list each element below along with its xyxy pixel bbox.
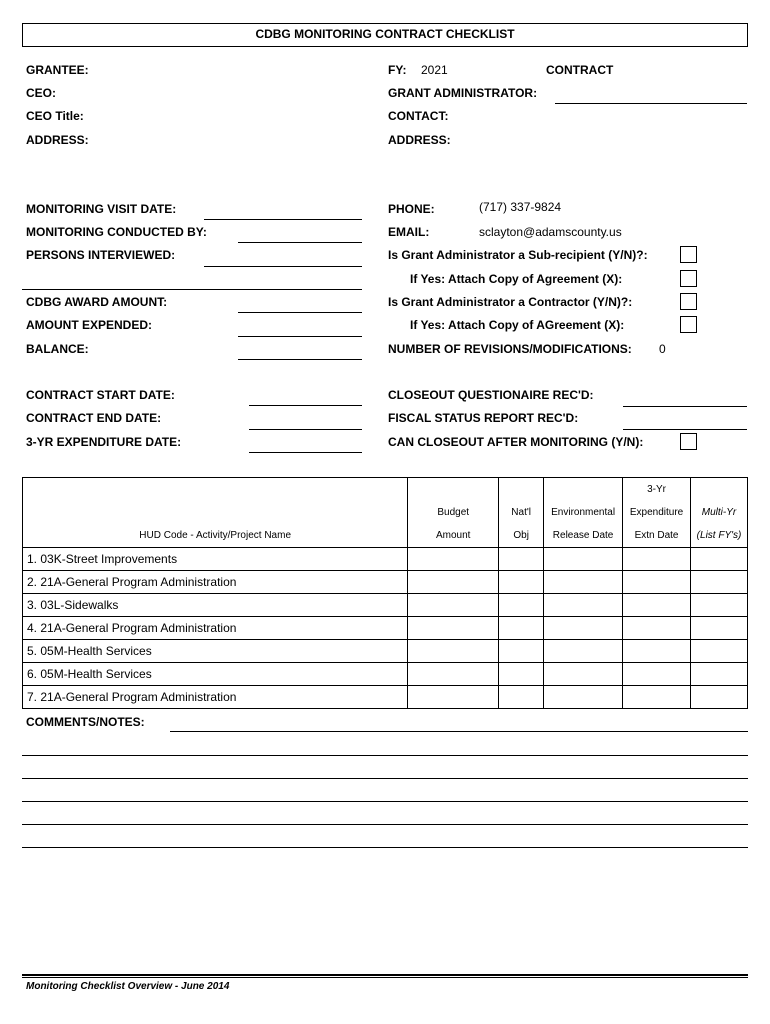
- comments-line[interactable]: [22, 755, 748, 756]
- subrecipient-label: Is Grant Administrator a Sub-recipient (Y/N)?:: [388, 248, 648, 262]
- monitoring-conducted-by-label: MONITORING CONDUCTED BY:: [26, 225, 207, 239]
- persons-interviewed-field-2[interactable]: [22, 289, 362, 290]
- comments-line[interactable]: [22, 801, 748, 802]
- expenditure-cell[interactable]: [623, 617, 691, 640]
- table-row: [23, 686, 748, 709]
- budget-cell[interactable]: [408, 594, 499, 617]
- expenditure-cell[interactable]: [623, 548, 691, 571]
- activity-name: 4. 21A-General Program Administration: [23, 617, 408, 640]
- comments-line[interactable]: [22, 847, 748, 848]
- budget-cell[interactable]: [408, 686, 499, 709]
- can-closeout-checkbox[interactable]: [680, 433, 697, 450]
- environmental-cell[interactable]: [544, 571, 623, 594]
- revisions-value: 0: [659, 342, 666, 356]
- comments-line[interactable]: [22, 824, 748, 825]
- environmental-cell[interactable]: [544, 548, 623, 571]
- phone-value: (717) 337-9824: [479, 200, 562, 214]
- table-row: [23, 571, 748, 594]
- attach-agreement-label: If Yes: Attach Copy of Agreement (X):: [410, 272, 623, 286]
- expenditure-date-label: 3-YR EXPENDITURE DATE:: [26, 435, 182, 449]
- activity-name: 7. 21A-General Program Administration: [23, 686, 408, 709]
- budget-cell[interactable]: [408, 548, 499, 571]
- activity-name: 2. 21A-General Program Administration: [23, 571, 408, 594]
- environmental-cell[interactable]: [544, 686, 623, 709]
- budget-column-header: Budget Amount: [408, 478, 499, 548]
- multi-yr-cell[interactable]: [691, 663, 748, 686]
- table-row: [23, 548, 748, 571]
- expenditure-date-field[interactable]: [249, 452, 362, 453]
- contractor-label: Is Grant Administrator a Contractor (Y/N)?:: [388, 295, 633, 309]
- phone-label: PHONE:: [388, 202, 435, 216]
- table-header-row: [23, 478, 748, 548]
- activity-name: 5. 05M-Health Services: [23, 640, 408, 663]
- email-value: sclayton@adamscounty.us: [479, 225, 622, 239]
- fy-value: 2021: [421, 63, 448, 77]
- monitoring-visit-date-field[interactable]: [204, 219, 362, 220]
- multi-yr-cell[interactable]: [691, 617, 748, 640]
- table-row: [23, 640, 748, 663]
- expenditure-cell[interactable]: [623, 640, 691, 663]
- natl-obj-cell[interactable]: [499, 686, 544, 709]
- grantee-address-label: ADDRESS:: [26, 133, 89, 147]
- multi-yr-cell[interactable]: [691, 571, 748, 594]
- table-row: [23, 663, 748, 686]
- page-title: CDBG MONITORING CONTRACT CHECKLIST: [22, 23, 748, 47]
- footer-divider: [22, 977, 748, 978]
- amount-expended-label: AMOUNT EXPENDED:: [26, 318, 153, 332]
- closeout-questionnaire-label: CLOSEOUT QUESTIONAIRE REC'D:: [388, 388, 594, 402]
- environmental-column-header: Environmental Release Date: [544, 478, 623, 548]
- fiscal-status-label: FISCAL STATUS REPORT REC'D:: [388, 411, 579, 425]
- contract-end-field[interactable]: [249, 429, 362, 430]
- contract-start-field[interactable]: [249, 405, 362, 406]
- award-amount-label: CDBG AWARD AMOUNT:: [26, 295, 168, 309]
- fiscal-status-field[interactable]: [623, 429, 747, 430]
- attach-agreement2-label: If Yes: Attach Copy of AGreement (X):: [410, 318, 625, 332]
- grantee-label: GRANTEE:: [26, 63, 89, 77]
- fy-label: FY:: [388, 63, 407, 77]
- activity-name: 1. 03K-Street Improvements: [23, 548, 408, 571]
- expenditure-cell[interactable]: [623, 594, 691, 617]
- expenditure-cell[interactable]: [623, 571, 691, 594]
- budget-cell[interactable]: [408, 663, 499, 686]
- comments-label: COMMENTS/NOTES:: [26, 715, 145, 729]
- contract-start-label: CONTRACT START DATE:: [26, 388, 175, 402]
- activity-column-header: HUD Code - Activity/Project Name: [23, 478, 408, 548]
- persons-interviewed-field[interactable]: [204, 266, 362, 267]
- can-closeout-label: CAN CLOSEOUT AFTER MONITORING (Y/N):: [388, 435, 644, 449]
- natl-obj-cell[interactable]: [499, 663, 544, 686]
- attach-agreement2-checkbox[interactable]: [680, 316, 697, 333]
- environmental-cell[interactable]: [544, 640, 623, 663]
- multi-yr-cell[interactable]: [691, 686, 748, 709]
- admin-address-label: ADDRESS:: [388, 133, 451, 147]
- persons-interviewed-label: PERSONS INTERVIEWED:: [26, 248, 176, 262]
- table-row: [23, 617, 748, 640]
- multi-yr-cell[interactable]: [691, 594, 748, 617]
- ceo-title-label: CEO Title:: [26, 109, 84, 123]
- subrecipient-checkbox[interactable]: [680, 246, 697, 263]
- expenditure-cell[interactable]: [623, 686, 691, 709]
- expenditure-column-header: 3-Yr Expenditure Extn Date: [623, 478, 691, 548]
- natl-obj-cell[interactable]: [499, 571, 544, 594]
- comments-line[interactable]: [22, 778, 748, 779]
- multi-yr-column-header: Multi-Yr (List FY's): [691, 478, 748, 548]
- contract-end-label: CONTRACT END DATE:: [26, 411, 162, 425]
- comments-line[interactable]: [170, 731, 748, 732]
- contractor-checkbox[interactable]: [680, 293, 697, 310]
- ceo-label: CEO:: [26, 86, 56, 100]
- budget-cell[interactable]: [408, 571, 499, 594]
- budget-cell[interactable]: [408, 640, 499, 663]
- contact-label: CONTACT:: [388, 109, 449, 123]
- table-row: [23, 594, 748, 617]
- grant-admin-label: GRANT ADMINISTRATOR:: [388, 86, 538, 100]
- footer-divider: [22, 974, 748, 976]
- award-amount-field[interactable]: [238, 312, 362, 313]
- environmental-cell[interactable]: [544, 617, 623, 640]
- balance-field[interactable]: [238, 359, 362, 360]
- email-label: EMAIL:: [388, 225, 430, 239]
- footer-text: Monitoring Checklist Overview - June 2014: [26, 981, 230, 992]
- natl-obj-cell[interactable]: [499, 617, 544, 640]
- environmental-cell[interactable]: [544, 594, 623, 617]
- environmental-cell[interactable]: [544, 663, 623, 686]
- natl-obj-cell[interactable]: [499, 594, 544, 617]
- monitoring-visit-date-label: MONITORING VISIT DATE:: [26, 202, 177, 216]
- multi-yr-cell[interactable]: [691, 548, 748, 571]
- monitoring-conducted-by-field[interactable]: [238, 242, 362, 243]
- amount-expended-field[interactable]: [238, 336, 362, 337]
- activity-table: [22, 477, 748, 709]
- multi-yr-cell[interactable]: [691, 640, 748, 663]
- activity-name: 6. 05M-Health Services: [23, 663, 408, 686]
- attach-agreement-checkbox[interactable]: [680, 270, 697, 287]
- natl-obj-column-header: Nat'l Obj: [499, 478, 544, 548]
- expenditure-cell[interactable]: [623, 663, 691, 686]
- budget-cell[interactable]: [408, 617, 499, 640]
- closeout-questionnaire-field[interactable]: [623, 406, 747, 407]
- balance-label: BALANCE:: [26, 342, 89, 356]
- grant-admin-field[interactable]: [555, 103, 747, 104]
- contract-label: CONTRACT: [546, 63, 614, 77]
- natl-obj-cell[interactable]: [499, 640, 544, 663]
- activity-name: 3. 03L-Sidewalks: [23, 594, 408, 617]
- natl-obj-cell[interactable]: [499, 548, 544, 571]
- revisions-label: NUMBER OF REVISIONS/MODIFICATIONS:: [388, 342, 632, 356]
